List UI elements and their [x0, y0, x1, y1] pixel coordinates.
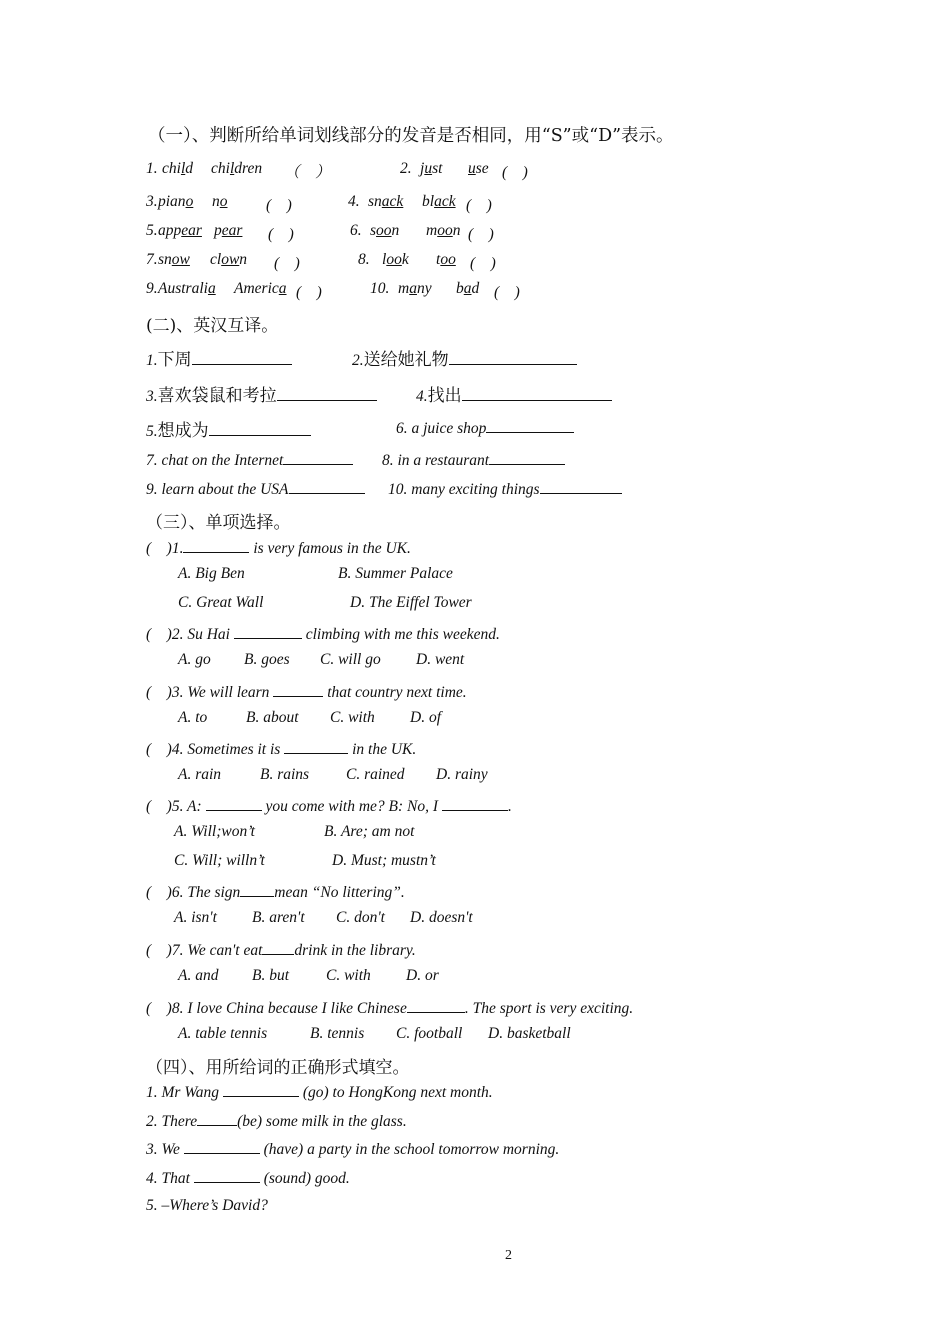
s2-item-3: 3.喜欢袋鼠和考拉 — [146, 381, 377, 406]
fill-item-5: 5. –Where’s David? — [146, 1197, 268, 1214]
mc-question-4: ( )4. Sometimes it is in the UK. — [146, 741, 417, 758]
mc-option[interactable]: B. but — [252, 967, 290, 984]
answer-blank[interactable] — [262, 940, 294, 955]
mc-option[interactable]: A. Big Ben — [178, 565, 245, 582]
s2-item-8: 8. in a restaurant — [382, 450, 565, 470]
mc-option[interactable]: B. goes — [244, 651, 290, 668]
answer-blank[interactable] — [240, 882, 274, 897]
mc-question-6: ( )6. The sign mean “No littering”. — [146, 884, 405, 901]
mc-option[interactable]: D. rainy — [436, 766, 488, 783]
s2-item-1: 1.下周 — [146, 345, 292, 370]
mc-question-7: ( )7. We can't eat drink in the library. — [146, 942, 416, 959]
answer-blank[interactable] — [192, 350, 292, 365]
mc-option[interactable]: D. or — [406, 967, 439, 984]
answer-blank[interactable] — [442, 796, 508, 811]
mc-option[interactable]: D. went — [416, 651, 465, 668]
answer-blank[interactable] — [273, 682, 323, 697]
mc-option[interactable]: C. rained — [346, 766, 405, 783]
mc-question-8: ( )8. I love China because I like Chinese . The sport is very exciting. — [146, 1000, 634, 1017]
mc-option[interactable]: A. to — [178, 709, 208, 726]
mc-question-2: ( )2. Su Hai climbing with me this weekend. — [146, 626, 500, 643]
answer-blank[interactable] — [194, 1168, 260, 1183]
s2-item-7: 7. chat on the Internet — [146, 450, 353, 470]
answer-blank[interactable] — [277, 386, 377, 401]
answer-blank[interactable] — [407, 998, 465, 1013]
mc-option[interactable]: C. will go — [320, 651, 381, 668]
mc-option[interactable]: C. Will; willn’t — [174, 852, 265, 869]
mc-option[interactable]: B. Are; am not — [324, 823, 415, 840]
fill-item-2: 2. There (be) some milk in the glass. — [146, 1113, 407, 1130]
fill-item-3: 3. We (have) a party in the school tomorrow morning. — [146, 1141, 560, 1158]
s2-item-2: 2.送给她礼物 — [352, 345, 577, 370]
answer-blank[interactable] — [462, 386, 612, 401]
s2-item-5: 5.想成为 — [146, 416, 311, 441]
answer-blank[interactable] — [489, 450, 565, 465]
answer-blank[interactable] — [184, 1139, 260, 1154]
answer-blank[interactable] — [289, 479, 365, 494]
mc-option[interactable]: B. Summer Palace — [338, 565, 453, 582]
s2-item-4: 4.找出 — [416, 381, 612, 406]
mc-option[interactable]: C. football — [396, 1025, 463, 1042]
mc-option[interactable]: C. Great Wall — [178, 594, 264, 611]
mc-option[interactable]: D. The Eiffel Tower — [350, 594, 472, 611]
answer-blank[interactable] — [486, 418, 574, 433]
section-2-title: (二)、英汉互译。 — [146, 316, 279, 336]
mc-option[interactable]: D. basketball — [488, 1025, 571, 1042]
answer-blank[interactable] — [284, 739, 348, 754]
answer-blank[interactable] — [197, 1111, 237, 1126]
mc-option[interactable]: A. isn't — [174, 909, 217, 926]
page-number: 2 — [505, 1248, 512, 1263]
mc-question-1: ( )1. is very famous in the UK. — [146, 540, 411, 557]
s2-item-10: 10. many exciting things — [388, 479, 622, 499]
mc-option[interactable]: A. go — [178, 651, 211, 668]
s2-item-9: 9. learn about the USA — [146, 479, 365, 499]
mc-question-3: ( )3. We will learn that country next time. — [146, 684, 467, 701]
mc-option[interactable]: B. rains — [260, 766, 310, 783]
mc-option[interactable]: C. with — [330, 709, 375, 726]
mc-option[interactable]: B. tennis — [310, 1025, 365, 1042]
mc-option[interactable]: A. table tennis — [178, 1025, 268, 1042]
answer-blank[interactable] — [540, 479, 622, 494]
answer-blank[interactable] — [234, 624, 302, 639]
section-3-title: （三）、单项选择。 — [146, 513, 291, 533]
answer-blank[interactable] — [449, 350, 577, 365]
answer-blank[interactable] — [209, 421, 311, 436]
answer-blank[interactable] — [283, 450, 353, 465]
mc-option[interactable]: D. of — [410, 709, 441, 726]
mc-option[interactable]: C. don't — [336, 909, 385, 926]
mc-option[interactable]: B. aren't — [252, 909, 305, 926]
answer-blank[interactable] — [206, 796, 262, 811]
mc-option[interactable]: D. Must; mustn’t — [332, 852, 436, 869]
mc-option[interactable]: D. doesn't — [410, 909, 473, 926]
s2-item-6: 6. a juice shop — [396, 418, 574, 438]
answer-blank[interactable] — [223, 1082, 299, 1097]
mc-option[interactable]: A. rain — [178, 766, 222, 783]
answer-blank[interactable] — [183, 538, 249, 553]
fill-item-1: 1. Mr Wang (go) to HongKong next month. — [146, 1084, 493, 1101]
mc-option[interactable]: A. Will;won’t — [174, 823, 255, 840]
fill-item-4: 4. That (sound) good. — [146, 1170, 350, 1187]
section-4-title: （四）、用所给词的正确形式填空。 — [146, 1058, 410, 1078]
mc-option[interactable]: A. and — [178, 967, 219, 984]
mc-question-5: ( )5. A: you come with me? B: No, I . — [146, 798, 512, 815]
section-1-title: （一）、判断所给单词划线部分的发音是否相同，用“S”或“D”表示。 — [148, 126, 674, 146]
mc-option[interactable]: C. with — [326, 967, 371, 984]
mc-option[interactable]: B. about — [246, 709, 299, 726]
